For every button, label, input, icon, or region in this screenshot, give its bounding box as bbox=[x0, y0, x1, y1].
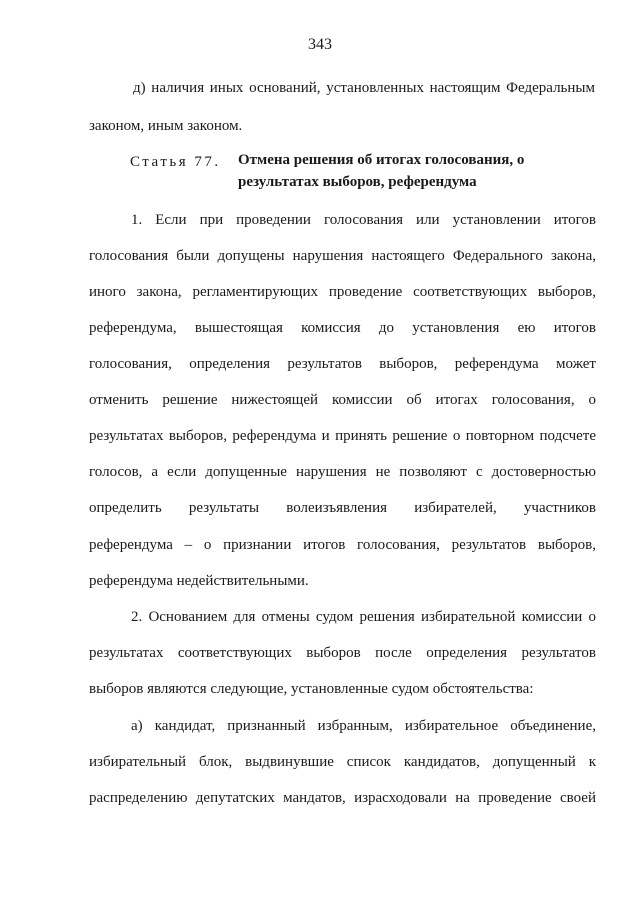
paragraph-1-line: голосов, а если допущенные нарушения не позволяют с достоверностью bbox=[89, 464, 596, 480]
page-number: 343 bbox=[308, 36, 332, 53]
paragraph-2-line: результатах соответствующих выборов после определения результатов bbox=[89, 645, 596, 661]
paragraph-3-line: а) кандидат, признанный избранным, избирательное объединение, bbox=[131, 718, 596, 734]
paragraph-3-line: избирательный блок, выдвинувшие список кандидатов, допущенный к bbox=[89, 754, 596, 770]
paragraph-1-line: референдума недействительными. bbox=[89, 573, 309, 589]
paragraph-1-line: голосования были допущены нарушения настоящего Федерального закона, bbox=[89, 248, 596, 264]
paragraph-1-line: голосования, определения результатов выборов, референдума может bbox=[89, 356, 596, 372]
paragraph-1-line: 1. Если при проведении голосования или установлении итогов bbox=[131, 212, 596, 228]
intro-line-1: д) наличия иных оснований, установленных настоящим Федеральным bbox=[133, 80, 595, 96]
paragraph-1-line: отменить решение нижестоящей комиссии об итогах голосования, о bbox=[89, 392, 596, 408]
paragraph-1-line: иного закона, регламентирующих проведение соответствующих выборов, bbox=[89, 284, 596, 300]
intro-line-2: законом, иным законом. bbox=[89, 118, 243, 134]
paragraph-2-line: 2. Основанием для отмены судом решения избирательной комиссии о bbox=[131, 609, 596, 625]
paragraph-1-line: референдума – о признании итогов голосования, результатов выборов, bbox=[89, 537, 596, 553]
article-title-line-2: результатах выборов, референдума bbox=[238, 174, 477, 190]
article-title-line-1: Отмена решения об итогах голосования, о bbox=[238, 152, 525, 168]
paragraph-3-line: распределению депутатских мандатов, израсходовали на проведение своей bbox=[89, 790, 596, 806]
paragraph-1-line: определить результаты волеизъявления избирателей, участников bbox=[89, 500, 596, 516]
paragraph-1-line: результатах выборов, референдума и принять решение о повторном подсчете bbox=[89, 428, 596, 444]
paragraph-1-line: референдума, вышестоящая комиссия до установления ею итогов bbox=[89, 320, 596, 336]
article-label: Статья 77. bbox=[130, 154, 221, 170]
paragraph-2-line: выборов являются следующие, установленные судом обстоятельства: bbox=[89, 681, 534, 697]
